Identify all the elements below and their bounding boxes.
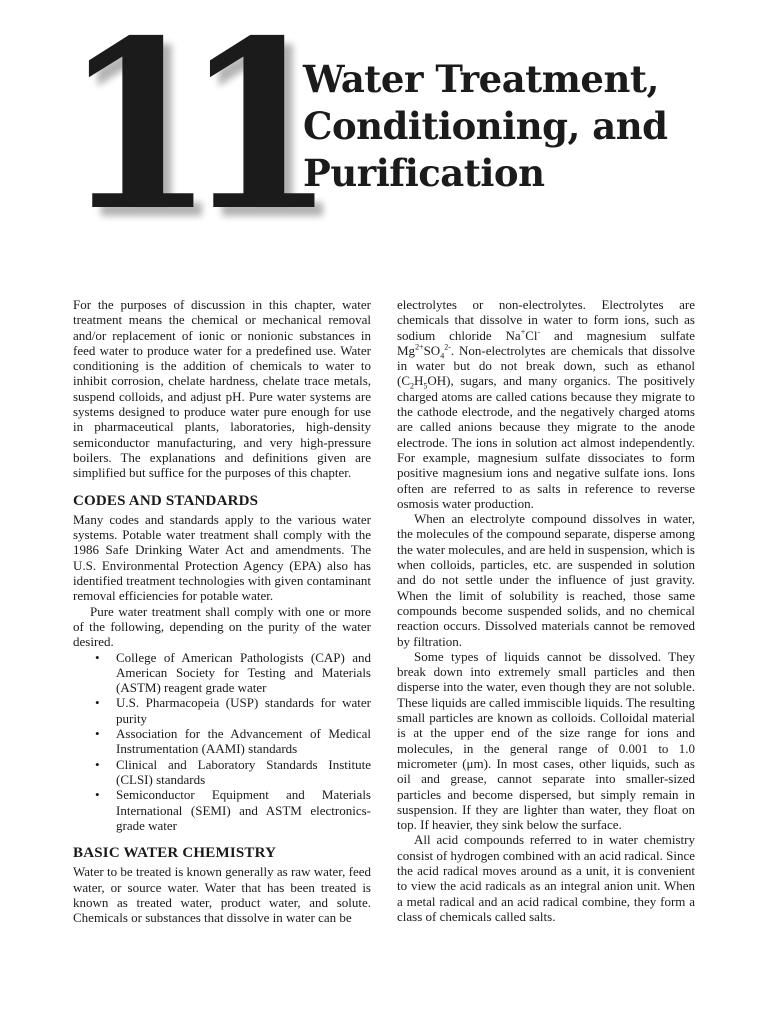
basic-chemistry-paragraph: Water to be treated is known generally as raw water, feed water, or source water. Water that has been treated is known as treated water, product water, and solute. Chemicals or substances that dissolve in water can be [73,864,371,926]
codes-heading: CODES AND STANDARDS [73,492,259,509]
electrolytes-paragraph: electrolytes or non-electrolytes. Electrolytes are chemicals that dissolve in water to form ions, such as sodium chloride Na+Cl- and magnesium sulfate $Mg^{2+}SO_4^{2-}$. Non-electrolytes are chemicals that dissolve in water but do not break down, such as ethanol $(C_2H_5OH)$, sugars, and many organics. The positively charged atoms are called cations because they migrate to the cathode electrode, and the negatively charged atoms are called anions because they migrate to the anode electrode. The ions in solution act almost independently. For example, magnesium sulfate dissociates to form positive magnesium ions and negative sulfate ions. Ions often are referred to as salts in reference to reverse osmosis water production. [397,297,695,511]
suspension-paragraph: When an electrolyte compound dissolves in water, the molecules of the compound separate, disperse among the water molecules, and are held in suspension, which is when colloids, particles, etc. are suspended in solution and do not settle under the influence of just gravity. When the limit of solubility is reached, those same compounds become suspended solids, and no chemical reaction occurs. Dissolved materials cannot be removed by filtration. [397,511,695,649]
list-item: • U.S. Pharmacopeia (USP) standards for water purity [95,695,371,726]
left-column [73,297,371,926]
colloids-paragraph: Some types of liquids cannot be dissolved. They break down into extremely small particles and then disperse into the water, even though they are not soluble. These liquids are called immiscible liquids. The resulting small particles are known as colloids. Colloidal material is at the upper end of the size range for ions and molecules, in the general range of 0.001 to 1.0 micrometer (μm). In most cases, other liquids, such as oil and grease, cannot separate into smaller-sized particles and become dispersed, but simply remain in suspension. If they are lighter than water, they float on top. If heavier, they sink below the surface. [397,648,695,833]
acid-radicals-paragraph: All acid compounds referred to in water chemistry consist of hydrogen combined with an acid radical. Since the acid radical moves around as a unit, it is convenient to view the acid radicals as an integral anion unit. When a metal radical and an acid radical combine, they form a class of chemicals called salts. [397,832,695,924]
bullet-icon: • [95,787,100,803]
basic-chemistry-heading: BASIC WATER CHEMISTRY [73,845,277,862]
bullet-icon: • [95,649,100,665]
intro-paragraph: For the purposes of discussion in this chapter, water treatment means the chemical or mechanical removal and/or replacement of ionic or nonionic substances in feed water to produce water for a predefined use. Water conditioning is the addition of chemicals to water to inhibit corrosion, chelate hardness, chelate trace metals, suspend colloids, and adjust pH. Pure water systems are systems designed to produce water pure enough for use in pharmaceutical plants, laboratories, high-density semiconductor manufacturing, and very high-pressure boilers. The explanations and definitions given are simplified but suffice for the purposes of this chapter. [73,297,371,481]
chapter-number: 11 [62,0,305,262]
standards-list [73,650,371,834]
list-item: • College of American Pathologists (CAP) and American Society for Testing and Materials (ASTM) reagent grade water [95,649,371,696]
bullet-icon: • [95,695,100,711]
list-item: • Clinical and Laboratory Standards Institute (CLSI) standards [95,756,371,787]
list-item: • Association for the Advancement of Medical Instrumentation (AAMI) standards [95,726,371,757]
list-item: • Semiconductor Equipment and Materials International (SEMI) and ASTM electronics-grade water [95,787,371,833]
bullet-icon: • [95,756,100,772]
chapter-title: Water Treatment, Conditioning, and Purification [303,57,668,195]
codes-paragraph-2: Pure water treatment shall comply with one or more of the following, depending on the purity of the water desired. [73,603,371,650]
right-column [397,297,695,924]
codes-paragraph-1: Many codes and standards apply to the various water systems. Potable water treatment shall comply with the 1986 Safe Drinking Water Act and amendments. The U.S. Environmental Protection Agency (EPA) also has identified treatment technologies with given contaminant removal efficiencies for potable water. [73,511,371,604]
bullet-icon: • [95,726,100,742]
